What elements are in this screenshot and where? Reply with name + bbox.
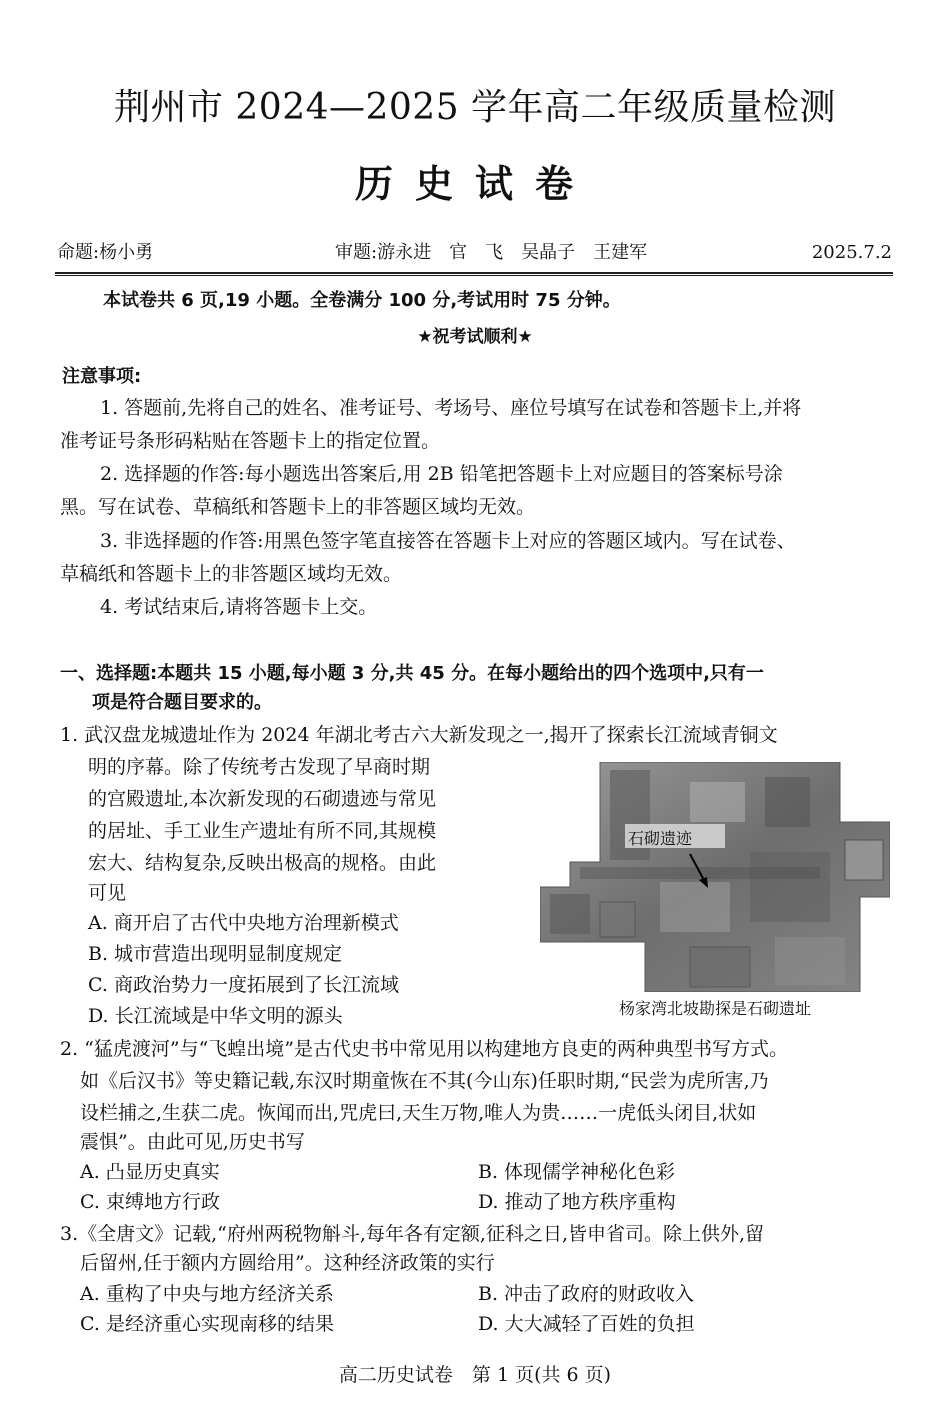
question-1-option-b: B. 城市营造出现明显制度规定	[88, 943, 343, 965]
question-2-option-c: C. 束缚地方行政	[80, 1191, 220, 1213]
question-1-option-a: A. 商开启了古代中央地方治理新模式	[88, 912, 399, 934]
notice-line: 1. 答题前,先将自己的姓名、准考证号、考场号、座位号填写在试卷和答题卡上,并将	[100, 397, 802, 419]
author-credit: 命题:杨小勇	[57, 242, 154, 263]
exam-summary: 本试卷共 6 页,19 小题。全卷满分 100 分,考试用时 75 分钟。	[103, 290, 621, 311]
exam-wish: ★祝考试顺利★	[417, 327, 533, 347]
exam-subtitle: 历史试卷	[354, 161, 595, 206]
question-1-option-c: C. 商政治势力一度拓展到了长江流域	[88, 974, 399, 996]
question-1-option-d: D. 长江流域是中华文明的源头	[88, 1005, 343, 1027]
question-1-text: 的居址、手工业生产遗址有所不同,其规模	[88, 820, 437, 842]
question-3-text: 后留州,任于额内方圆给用”。这种经济政策的实行	[80, 1252, 495, 1274]
question-3-option-c: C. 是经济重心实现南移的结果	[80, 1313, 334, 1335]
question-3-option-d: D. 大大减轻了百姓的负担	[478, 1313, 695, 1335]
reviewer-credit: 审题:游永进 官 飞 吴晶子 王建军	[335, 242, 648, 263]
notice-line: 准考证号条形码粘贴在答题卡上的指定位置。	[60, 430, 441, 452]
question-3-option-a: A. 重构了中央与地方经济关系	[80, 1283, 334, 1305]
exam-date: 2025.7.2	[811, 242, 892, 263]
notice-heading: 注意事项:	[62, 366, 142, 387]
notice-line: 草稿纸和答题卡上的非答题区域均无效。	[60, 563, 403, 585]
question-3-text: 3.《全唐文》记载,“府州两税物斛斗,每年各有定额,征科之日,皆申省司。除上供外,留	[60, 1223, 765, 1245]
question-1-text: 明的序幕。除了传统考古发现了早商时期	[88, 756, 431, 778]
question-2-option-d: D. 推动了地方秩序重构	[478, 1191, 676, 1213]
notice-line: 3. 非选择题的作答:用黑色签字笔直接答在答题卡上对应的答题区域内。写在试卷、	[100, 530, 796, 552]
question-1-text: 1. 武汉盘龙城遗址作为 2024 年湖北考古六大新发现之一,揭开了探索长江流域青铜文	[60, 724, 778, 746]
question-3-option-b: B. 冲击了政府的财政收入	[478, 1283, 695, 1305]
question-2-text: 震惧”。由此可见,历史书写	[80, 1131, 305, 1153]
section-heading: 一、选择题:本题共 15 小题,每小题 3 分,共 45 分。在每小题给出的四个选项中,只有一	[60, 663, 764, 684]
notice-line: 4. 考试结束后,请将答题卡上交。	[100, 596, 378, 618]
figure-caption: 杨家湾北坡勘探是石砌遗址	[618, 999, 811, 1018]
excavation-photo	[540, 762, 890, 992]
question-2-text: 2. “猛虎渡河”与“飞蝗出境”是古代史书中常见用以构建地方良吏的两种典型书写方式。	[60, 1038, 789, 1060]
question-2-text: 设栏捕之,生获二虎。恢闻而出,咒虎曰,天生万物,唯人为贵……一虎低头闭目,状如	[80, 1102, 757, 1124]
question-1-text: 的宫殿遗址,本次新发现的石砌遗迹与常见	[88, 788, 437, 810]
notice-line: 2. 选择题的作答:每小题选出答案后,用 2B 铅笔把答题卡上对应题目的答案标号涂	[100, 463, 783, 485]
question-2-option-b: B. 体现儒学神秘化色彩	[478, 1161, 676, 1183]
section-heading-cont: 项是符合题目要求的。	[92, 692, 272, 713]
question-2-option-a: A. 凸显历史真实	[80, 1161, 220, 1183]
question-2-text: 如《后汉书》等史籍记载,东汉时期童恢在不其(今山东)任职时期,“民尝为虎所害,乃	[80, 1070, 769, 1092]
header-rule-thin	[55, 275, 893, 276]
notice-line: 黑。写在试卷、草稿纸和答题卡上的非答题区域均无效。	[60, 496, 536, 518]
page-footer: 高二历史试卷 第 1 页(共 6 页)	[338, 1364, 612, 1386]
figure-label: 石砌遗迹	[628, 829, 693, 848]
header-rule	[55, 272, 893, 274]
question-1-text: 可见	[88, 882, 127, 904]
question-1-text: 宏大、结构复杂,反映出极高的规格。由此	[88, 852, 437, 874]
exam-title: 荆州市 2024—2025 学年高二年级质量检测	[113, 87, 837, 128]
